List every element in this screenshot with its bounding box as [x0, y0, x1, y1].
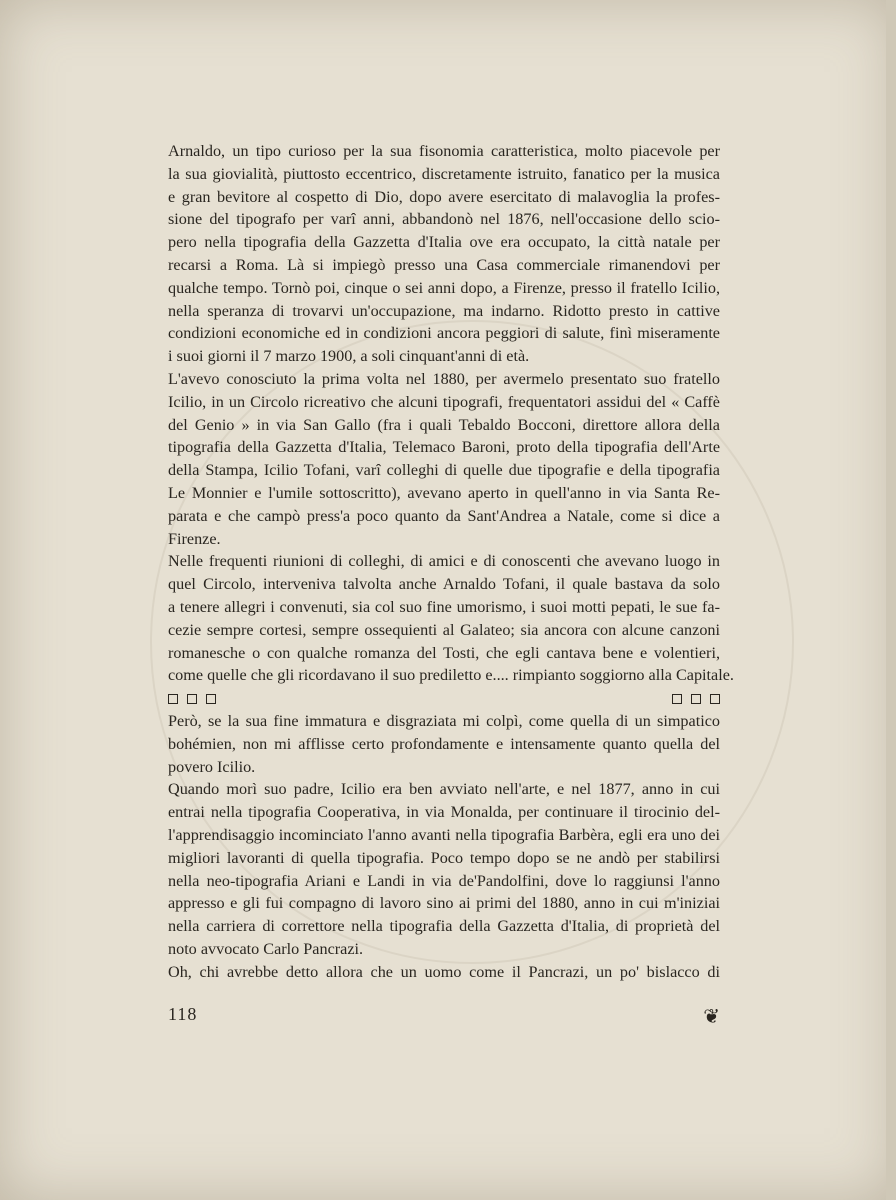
- text-line: povero Icilio.: [168, 757, 256, 776]
- page-body-text: [168, 140, 734, 983]
- text-line: noto avvocato Carlo Pancrazi.: [168, 939, 364, 958]
- text-line: tipografia della Gazzetta d'Italia, Telemaco Baroni, proto della tipografia dell'Arte: [168, 438, 720, 457]
- text-line: L'avevo conosciuto la prima volta nel 1880, per avermelo presentato suo fratello: [168, 369, 720, 388]
- square-ornament-icon: [168, 694, 178, 704]
- text-line: nella speranza di trovarvi un'occupazione, ma indarno. Ridotto presto in cattive: [168, 301, 720, 320]
- text-line: cezie sempre cortesi, sempre ossequienti al Galateo; sia ancora con alcune canzoni: [168, 620, 720, 639]
- text-line: Firenze.: [168, 529, 221, 548]
- text-line: Oh, chi avrebbe detto allora che un uomo come il Pancrazi, un po' bislacco di: [168, 962, 720, 981]
- square-ornament-icon: [710, 694, 720, 704]
- paragraph-group-1: [168, 140, 734, 687]
- square-ornament-icon: [672, 694, 682, 704]
- text-line: romanesche o con qualche romanza del Tosti, che egli cantava bene e volentieri,: [168, 643, 720, 662]
- text-line: pero nella tipografia della Gazzetta d'Italia ove era occupato, la città natale per: [168, 233, 720, 252]
- divider-boxes-right: [672, 694, 720, 704]
- text-line: della Stampa, Icilio Tofani, varî colleghi di quelle due tipografie e della tipografia: [168, 461, 720, 480]
- text-line: Quando morì suo padre, Icilio era ben avviato nell'arte, e nel 1877, anno in cui: [168, 780, 720, 799]
- text-line: del Genio » in via San Gallo (fra i quali Tebaldo Bocconi, direttore allora della: [168, 415, 720, 434]
- text-line: Nelle frequenti riunioni di colleghi, di amici e di conoscenti che avevano luogo in: [168, 552, 720, 571]
- section-divider: [168, 687, 720, 710]
- text-line: parata e che campò press'a poco quanto da Sant'Andrea a Natale, come si dice a: [168, 506, 720, 525]
- text-line: Arnaldo, un tipo curioso per la sua fisonomia caratteristica, molto piacevole per: [168, 142, 720, 160]
- text-line: Icilio, in un Circolo ricreativo che alcuni tipografi, frequentatori assidui del « Caffè: [168, 392, 720, 411]
- divider-boxes-left: [168, 694, 216, 704]
- text-line: a tenere allegri i convenuti, sia col suo fine umorismo, i suoi motti pepati, le sue fa-: [168, 597, 720, 616]
- text-line: condizioni economiche ed in condizioni ancora peggiori di salute, finì miseramente: [168, 324, 720, 343]
- text-line: appresso e gli fui compagno di lavoro sino ai primi del 1880, anno in cui m'iniziai: [168, 894, 720, 913]
- text-line: entrai nella tipografia Cooperativa, in via Monalda, per continuare il tirocinio del-: [168, 803, 720, 822]
- square-ornament-icon: [206, 694, 216, 704]
- square-ornament-icon: [691, 694, 701, 704]
- text-line: la sua giovialità, piuttosto eccentrico, discretamente istruito, fanatico per la musica: [168, 164, 720, 183]
- text-line: nella neo-tipografia Ariani e Landi in via de'Pandolfini, dove lo raggiunsi l'anno: [168, 871, 720, 890]
- text-line: nella carriera di correttore nella tipografia della Gazzetta d'Italia, di proprietà del: [168, 917, 720, 936]
- text-line: Le Monnier e l'umile sottoscritto), avevano aperto in quell'anno in via Santa Re-: [168, 483, 720, 502]
- text-line: come quelle che gli ricordavano il suo prediletto e.... rimpianto soggiorno alla Capitale.: [168, 666, 734, 685]
- paragraph-group-2: [168, 710, 720, 984]
- page-edge-shadow: [886, 0, 896, 1200]
- text-line: qualche tempo. Tornò poi, cinque o sei anni dopo, a Firenze, presso il fratello Icilio,: [168, 278, 720, 297]
- text-line: e gran bevitore al cospetto di Dio, dopo avere esercitato di malavoglia la profes-: [168, 187, 720, 206]
- text-line: i suoi giorni il 7 marzo 1900, a soli cinquant'anni di età.: [168, 347, 530, 366]
- text-line: bohémien, non mi afflisse certo profondamente e intensamente quanto quella del: [168, 734, 720, 753]
- page-footer: [168, 1004, 720, 1032]
- text-line: l'apprendisaggio incominciato l'anno avanti nella tipografia Barbèra, egli era uno dei: [168, 825, 720, 844]
- text-line: quel Circolo, interveniva talvolta anche Arnaldo Tofani, il quale bastava da solo: [168, 575, 720, 594]
- page-number: 118: [168, 1004, 198, 1024]
- leaf-fleuron-icon: ❦: [703, 1006, 720, 1028]
- text-line: migliori lavoranti di quella tipografia. Poco tempo dopo se ne andò per stabilirsi: [168, 848, 720, 867]
- square-ornament-icon: [187, 694, 197, 704]
- text-line: sione del tipografo per varî anni, abbandonò nel 1876, nell'occasione dello scio-: [168, 210, 720, 229]
- text-line: recarsi a Roma. Là si impiegò presso una Casa commerciale rimanendovi per: [168, 255, 720, 274]
- text-line: Però, se la sua fine immatura e disgraziata mi colpì, come quella di un simpatico: [168, 711, 720, 730]
